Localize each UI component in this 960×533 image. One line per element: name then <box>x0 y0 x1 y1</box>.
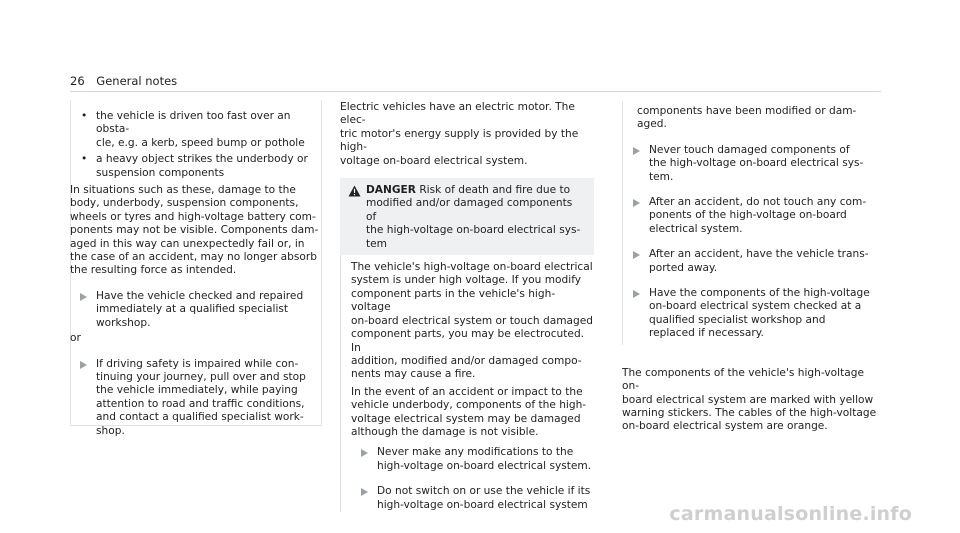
instruction-step <box>623 287 882 345</box>
instruction-text: If driving safety is impaired while con- tinuing your journey, pull over and stop the vehicle immediately, while paying attention to road and traffic conditions, and contact a qualified specialist work- shop. <box>96 357 306 437</box>
list-item-text: a heavy object strikes the underbody or suspension components <box>96 153 308 179</box>
or-text: or <box>70 332 81 345</box>
instruction-step <box>623 248 882 275</box>
arrow-right-icon <box>361 449 368 457</box>
arrow-right-icon <box>633 199 640 207</box>
danger-body <box>340 255 594 512</box>
page-header <box>70 74 177 88</box>
list-item-text: the vehicle is driven too fast over an obsta- cle, e.g. a kerb, speed bump or pothole <box>96 110 305 149</box>
bullet-icon: • <box>81 153 88 166</box>
arrow-right-icon <box>361 488 368 496</box>
instruction-step <box>623 144 882 184</box>
instruction-text: Never make any modifications to the high-voltage on-board electrical system. <box>377 446 592 472</box>
paragraph: In situations such as these, damage to the body, underbody, suspension components, wheels or tyres and high-voltage battery com- ponents may not be visible. Components dam- aged in this way can unexpectedly fail or, in the case of an accident, may no longer absorb the resulting force as intended. <box>70 184 319 277</box>
arrow-right-icon <box>633 290 640 298</box>
danger-continuation <box>622 101 882 345</box>
watermark: carmanualsonline.info <box>669 503 912 525</box>
instruction-text: Do not switch on or use the vehicle if its high-voltage on-board electrical system <box>377 485 591 511</box>
paragraph: components have been modified or dam- aged. <box>637 105 857 131</box>
paragraph: In the event of an accident or impact to the vehicle underbody, components of the high- voltage electrical system may be damaged although the damage is not visible. <box>351 385 587 438</box>
instruction-text: Have the components of the high-voltage on-board electrical system checked at a qualified specialist workshop and replaced if necessary. <box>649 287 870 340</box>
paragraph: The components of the vehicle's high-voltage on- board electrical system are marked with yellow warning stickers. The cables of the high-voltage on-board electrical system are orange. <box>622 366 877 433</box>
instruction-text: After an accident, have the vehicle trans- ported away. <box>649 248 869 274</box>
header-divider <box>70 91 881 92</box>
warning-triangle-icon <box>348 185 361 197</box>
arrow-right-icon <box>80 361 87 369</box>
arrow-right-icon <box>633 147 640 155</box>
bullet-icon: • <box>81 110 88 122</box>
instruction-text: Never touch damaged components of the high-voltage on-board electrical sys- tem. <box>649 143 864 183</box>
column-3 <box>622 101 882 434</box>
column-2 <box>340 101 594 516</box>
column-1 <box>70 110 320 438</box>
danger-header <box>340 178 594 255</box>
paragraph: Electric vehicles have an electric motor. The elec- tric motor's energy supply is provided by the high- voltage on-board electrical system. <box>340 101 579 167</box>
instruction-step <box>70 290 320 330</box>
instruction-step <box>623 196 882 236</box>
list-item <box>70 153 320 180</box>
arrow-right-icon <box>633 251 640 259</box>
instruction-text: Have the vehicle checked and repaired immediately at a qualified specialist workshop. <box>96 289 304 329</box>
paragraph: The vehicle's high-voltage on-board electrical system is under high voltage. If you modify component parts in the vehicle's high-voltage on-board electrical system or touch damaged component parts, you may be electrocuted. In addition, modified and/or damaged compo- nents may cause a fire. <box>351 261 593 381</box>
page-number: 26 <box>70 74 85 88</box>
list-item <box>70 110 320 150</box>
danger-label: DANGER <box>366 184 416 197</box>
danger-title: Risk of death and fire due to modified and/or damaged components of the high-voltage on-board electrical sys- tem <box>366 184 581 250</box>
arrow-right-icon <box>80 293 87 301</box>
instruction-text: After an accident, do not touch any com- ponents of the high-voltage on-board electrical system. <box>649 196 867 235</box>
instruction-step <box>341 446 594 473</box>
section-title: General notes <box>96 74 178 88</box>
instruction-step <box>70 358 320 438</box>
instruction-step <box>341 485 594 512</box>
